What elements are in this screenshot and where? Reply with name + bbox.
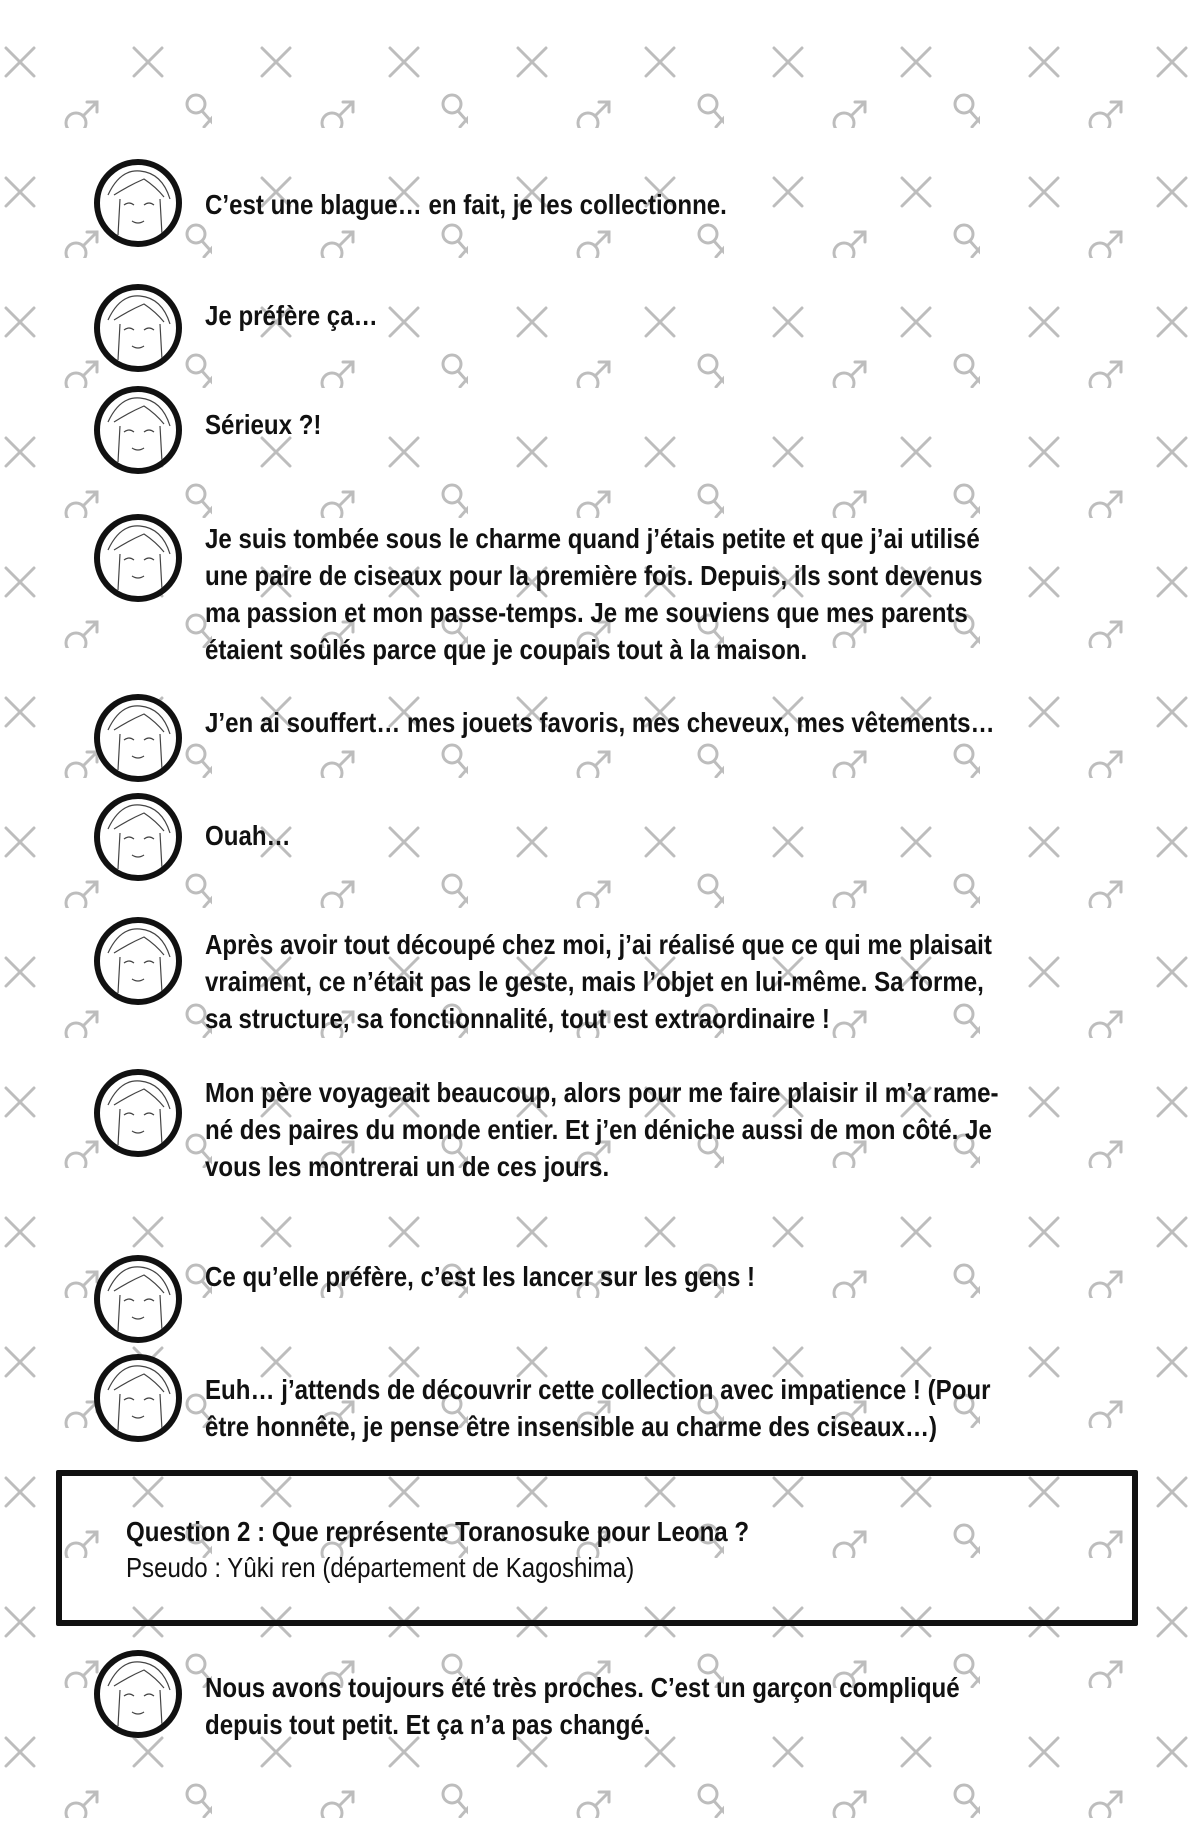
dialogue-line: Ce qu’elle préfère, c’est les lancer sur les gens ! (205, 1261, 756, 1292)
dialogue-line: sa structure, sa fonctionnalité, tout est extraordinaire ! (205, 1003, 830, 1034)
dialogue-line: Ouah… (205, 820, 291, 851)
dialogue-line: Après avoir tout découpé chez moi, j’ai réalisé que ce qui me plaisait (205, 929, 992, 960)
dialogue-line: Je préfère ça… (205, 300, 378, 331)
speaker-avatar-icon (94, 1354, 182, 1442)
speaker-avatar-icon (94, 514, 182, 602)
dialogue-line: Je suis tombée sous le charme quand j’étais petite et que j’ai utilisé (205, 523, 980, 554)
dialogue-line: C’est une blague… en fait, je les collectionne. (205, 189, 727, 220)
speaker-avatar-icon (94, 1255, 182, 1343)
dialogue-line: né des paires du monde entier. Et j’en déniche aussi de mon côté. Je (205, 1114, 992, 1145)
speaker-avatar-icon (94, 386, 182, 474)
dialogue-line: vous les montrerai un de ces jours. (205, 1151, 610, 1182)
dialogue-line: Nous avons toujours été très proches. C’est un garçon compliqué (205, 1672, 960, 1703)
question-title: Question 2 : Que représente Toranosuke pour Leona ? (126, 1516, 750, 1547)
dialogue-line: Euh… j’attends de découvrir cette collection avec impatience ! (Pour (205, 1374, 991, 1405)
speaker-avatar-icon (94, 284, 182, 372)
speaker-avatar-icon (94, 1650, 182, 1738)
dialogue-line: être honnête, je pense être insensible au charme des ciseaux…) (205, 1411, 938, 1442)
speaker-avatar-icon (94, 917, 182, 1005)
speaker-avatar-icon (94, 793, 182, 881)
dialogue-line: Mon père voyageait beaucoup, alors pour me faire plaisir il m’a rame- (205, 1077, 999, 1108)
question-author: Pseudo : Yûki ren (département de Kagoshima) (126, 1552, 635, 1583)
dialogue-line: Sérieux ?! (205, 409, 322, 440)
speaker-avatar-icon (94, 1069, 182, 1157)
dialogue-line: J’en ai souffert… mes jouets favoris, mes cheveux, mes vêtements… (205, 707, 995, 738)
dialogue-line: ma passion et mon passe-temps. Je me souviens que mes parents (205, 597, 968, 628)
dialogue-line: étaient soûlés parce que je coupais tout à la maison. (205, 634, 808, 665)
dialogue-line: vraiment, ce n’était pas le geste, mais l’objet en lui-même. Sa forme, (205, 966, 984, 997)
speaker-avatar-icon (94, 694, 182, 782)
speaker-avatar-icon (94, 159, 182, 247)
dialogue-line: depuis tout petit. Et ça n’a pas changé. (205, 1709, 651, 1740)
dialogue-line: une paire de ciseaux pour la première fois. Depuis, ils sont devenus (205, 560, 983, 591)
